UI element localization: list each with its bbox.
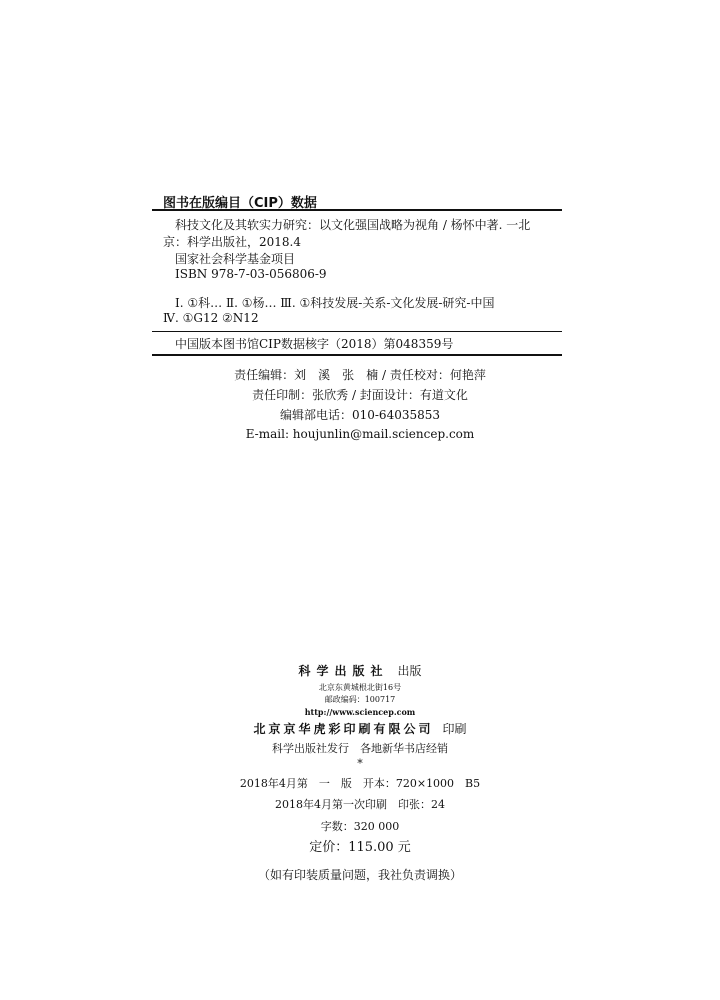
price: 定价：115.00 元 — [309, 840, 411, 855]
cip-line-isbn: ISBN 978-7-03-056806-9 — [175, 267, 327, 281]
cip-top-rule — [152, 209, 562, 211]
printer-name: 北京京华虎彩印刷有限公司 — [253, 722, 434, 736]
publisher-line — [0, 660, 720, 679]
distribution: 科学出版社发行 各地新华书店经销 — [272, 742, 448, 755]
publisher-action: 出版 — [397, 664, 422, 678]
editorial-email: E-mail: houjunlin@mail.sciencep.com — [245, 427, 475, 441]
production-line: 责任印制：张欣秀 / 封面设计：有道文化 — [252, 388, 468, 402]
cip-bottom-rule — [152, 354, 562, 356]
cip-title: 图书在版编目（CIP）数据 — [163, 196, 317, 211]
separator-star: * — [357, 757, 363, 770]
publisher-address: 北京东黄城根北街16号 — [318, 683, 402, 692]
publisher-url: http://www.sciencep.com — [304, 707, 416, 717]
cip-verification: 中国版本图书馆CIP数据核字（2018）第048359号 — [175, 337, 454, 351]
editorial-phone: 编辑部电话：010-64035853 — [279, 408, 441, 422]
cip-line-class-codes: Ⅳ. ①G12 ②N12 — [163, 311, 259, 325]
printer-action: 印刷 — [442, 722, 467, 736]
editors-line: 责任编辑：刘 溪 张 楠 / 责任校对：何艳萍 — [234, 368, 486, 382]
cip-line-fund: 国家社会科学基金项目 — [175, 252, 296, 266]
cip-middle-rule — [152, 331, 562, 332]
cip-line-title: 科技文化及其软实力研究：以文化强国战略为视角 / 杨怀中著. 一北 — [175, 218, 531, 232]
quality-notice: （如有印装质量问题，我社负责调换） — [257, 868, 462, 882]
cip-line-publisher: 京：科学出版社，2018.4 — [163, 235, 301, 249]
printer-line — [0, 718, 720, 737]
publisher-postcode: 邮政编码：100717 — [324, 695, 396, 704]
cip-line-classification: Ⅰ. ①科… Ⅱ. ①杨… Ⅲ. ①科技发展-关系-文化发展-研究-中国 — [175, 296, 495, 310]
publisher-name: 科学出版社 — [298, 664, 389, 678]
printing-sheets: 2018年4月第一次印刷 印张：24 — [275, 798, 445, 811]
edition-format: 2018年4月第 一 版 开本：720×1000 B5 — [239, 777, 481, 790]
word-count: 字数：320 000 — [320, 820, 400, 833]
